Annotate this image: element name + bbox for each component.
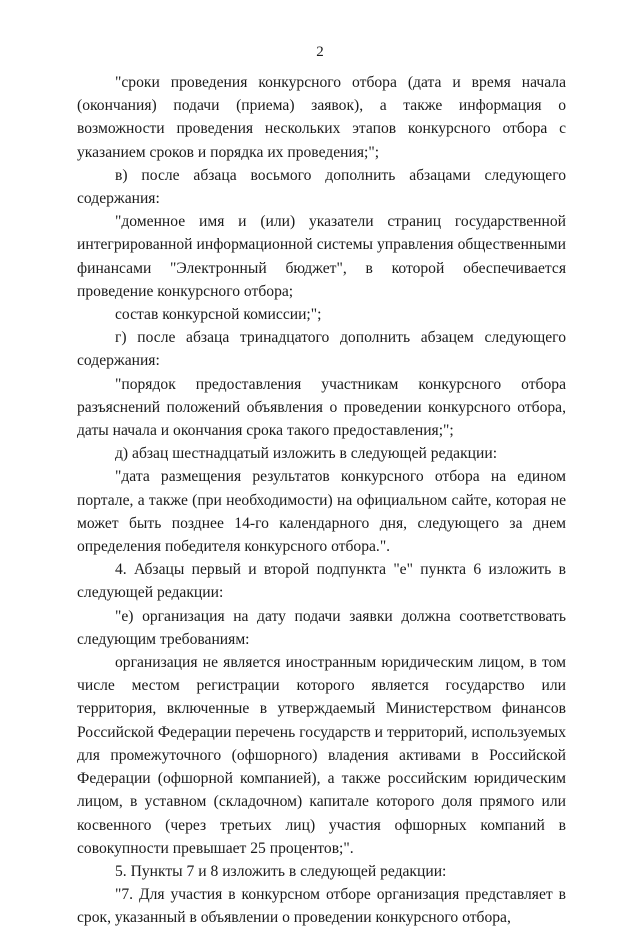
paragraph: д) абзац шестнадцатый изложить в следующей редакции: [115, 445, 498, 463]
paragraph: в) после абзаца восьмого дополнить абзацами следующего содержания: [77, 166, 566, 208]
paragraph: 4. Абзацы первый и второй подпункта "е" пункта 6 изложить в следующей редакции: [77, 561, 566, 602]
paragraph: организация не является иностранным юридическим лицом, в том числе местом регистрации которого является государство или территория, включенные в утверждаемый Министерством финансов Российской Федерации перечень государств и территорий, используемых для промежуточного (офшорного) владения активами в Российской Федерации (офшорной компанией), а также российским юридическим лицом, в уставном (складочном) капитале которого доля прямого или косвенного (через третьих лиц) участия офшорных компаний в совокупности превышает 25 процентов;". [77, 654, 566, 857]
paragraph: "е) организация на дату подачи заявки должна соответствовать следующим требованиям: [77, 607, 566, 648]
paragraph: г) после абзаца тринадцатого дополнить абзацем следующего содержания: [77, 329, 566, 370]
paragraph: "сроки проведения конкурсного отбора (дата и время начала (окончания) подачи (приема) заявок), а также информация о возможности проведения нескольких этапов конкурсного отбора с указанием сроков и порядка их проведения;"; [77, 74, 566, 161]
paragraph: "доменное имя и (или) указатели страниц государственной интегрированной информационной системы управления общественными финансами "Электронный бюджет", в которой обеспечивается проведение конкурсного отбора; [77, 213, 566, 300]
page-number: 2 [316, 44, 324, 60]
paragraph: 5. Пункты 7 и 8 изложить в следующей редакции: [115, 862, 447, 880]
paragraph: "дата размещения результатов конкурсного отбора на едином портале, а также (при необходимости) на официальном сайте, которая не может быть позднее 14-го календарного дня, следующего за днем определения победителя конкурсного отбора.". [77, 468, 566, 556]
document-body [77, 71, 566, 930]
paragraph: "порядок предоставления участникам конкурсного отбора разъяснений положений объявления о проведении конкурсного отбора, даты начала и окончания срока такого предоставления;"; [77, 375, 566, 440]
paragraph: "7. Для участия в конкурсном отборе организация представляет в срок, указанный в объявлении о проведении конкурсного отбора, [77, 886, 566, 927]
paragraph: состав конкурсной комиссии;"; [115, 306, 322, 324]
